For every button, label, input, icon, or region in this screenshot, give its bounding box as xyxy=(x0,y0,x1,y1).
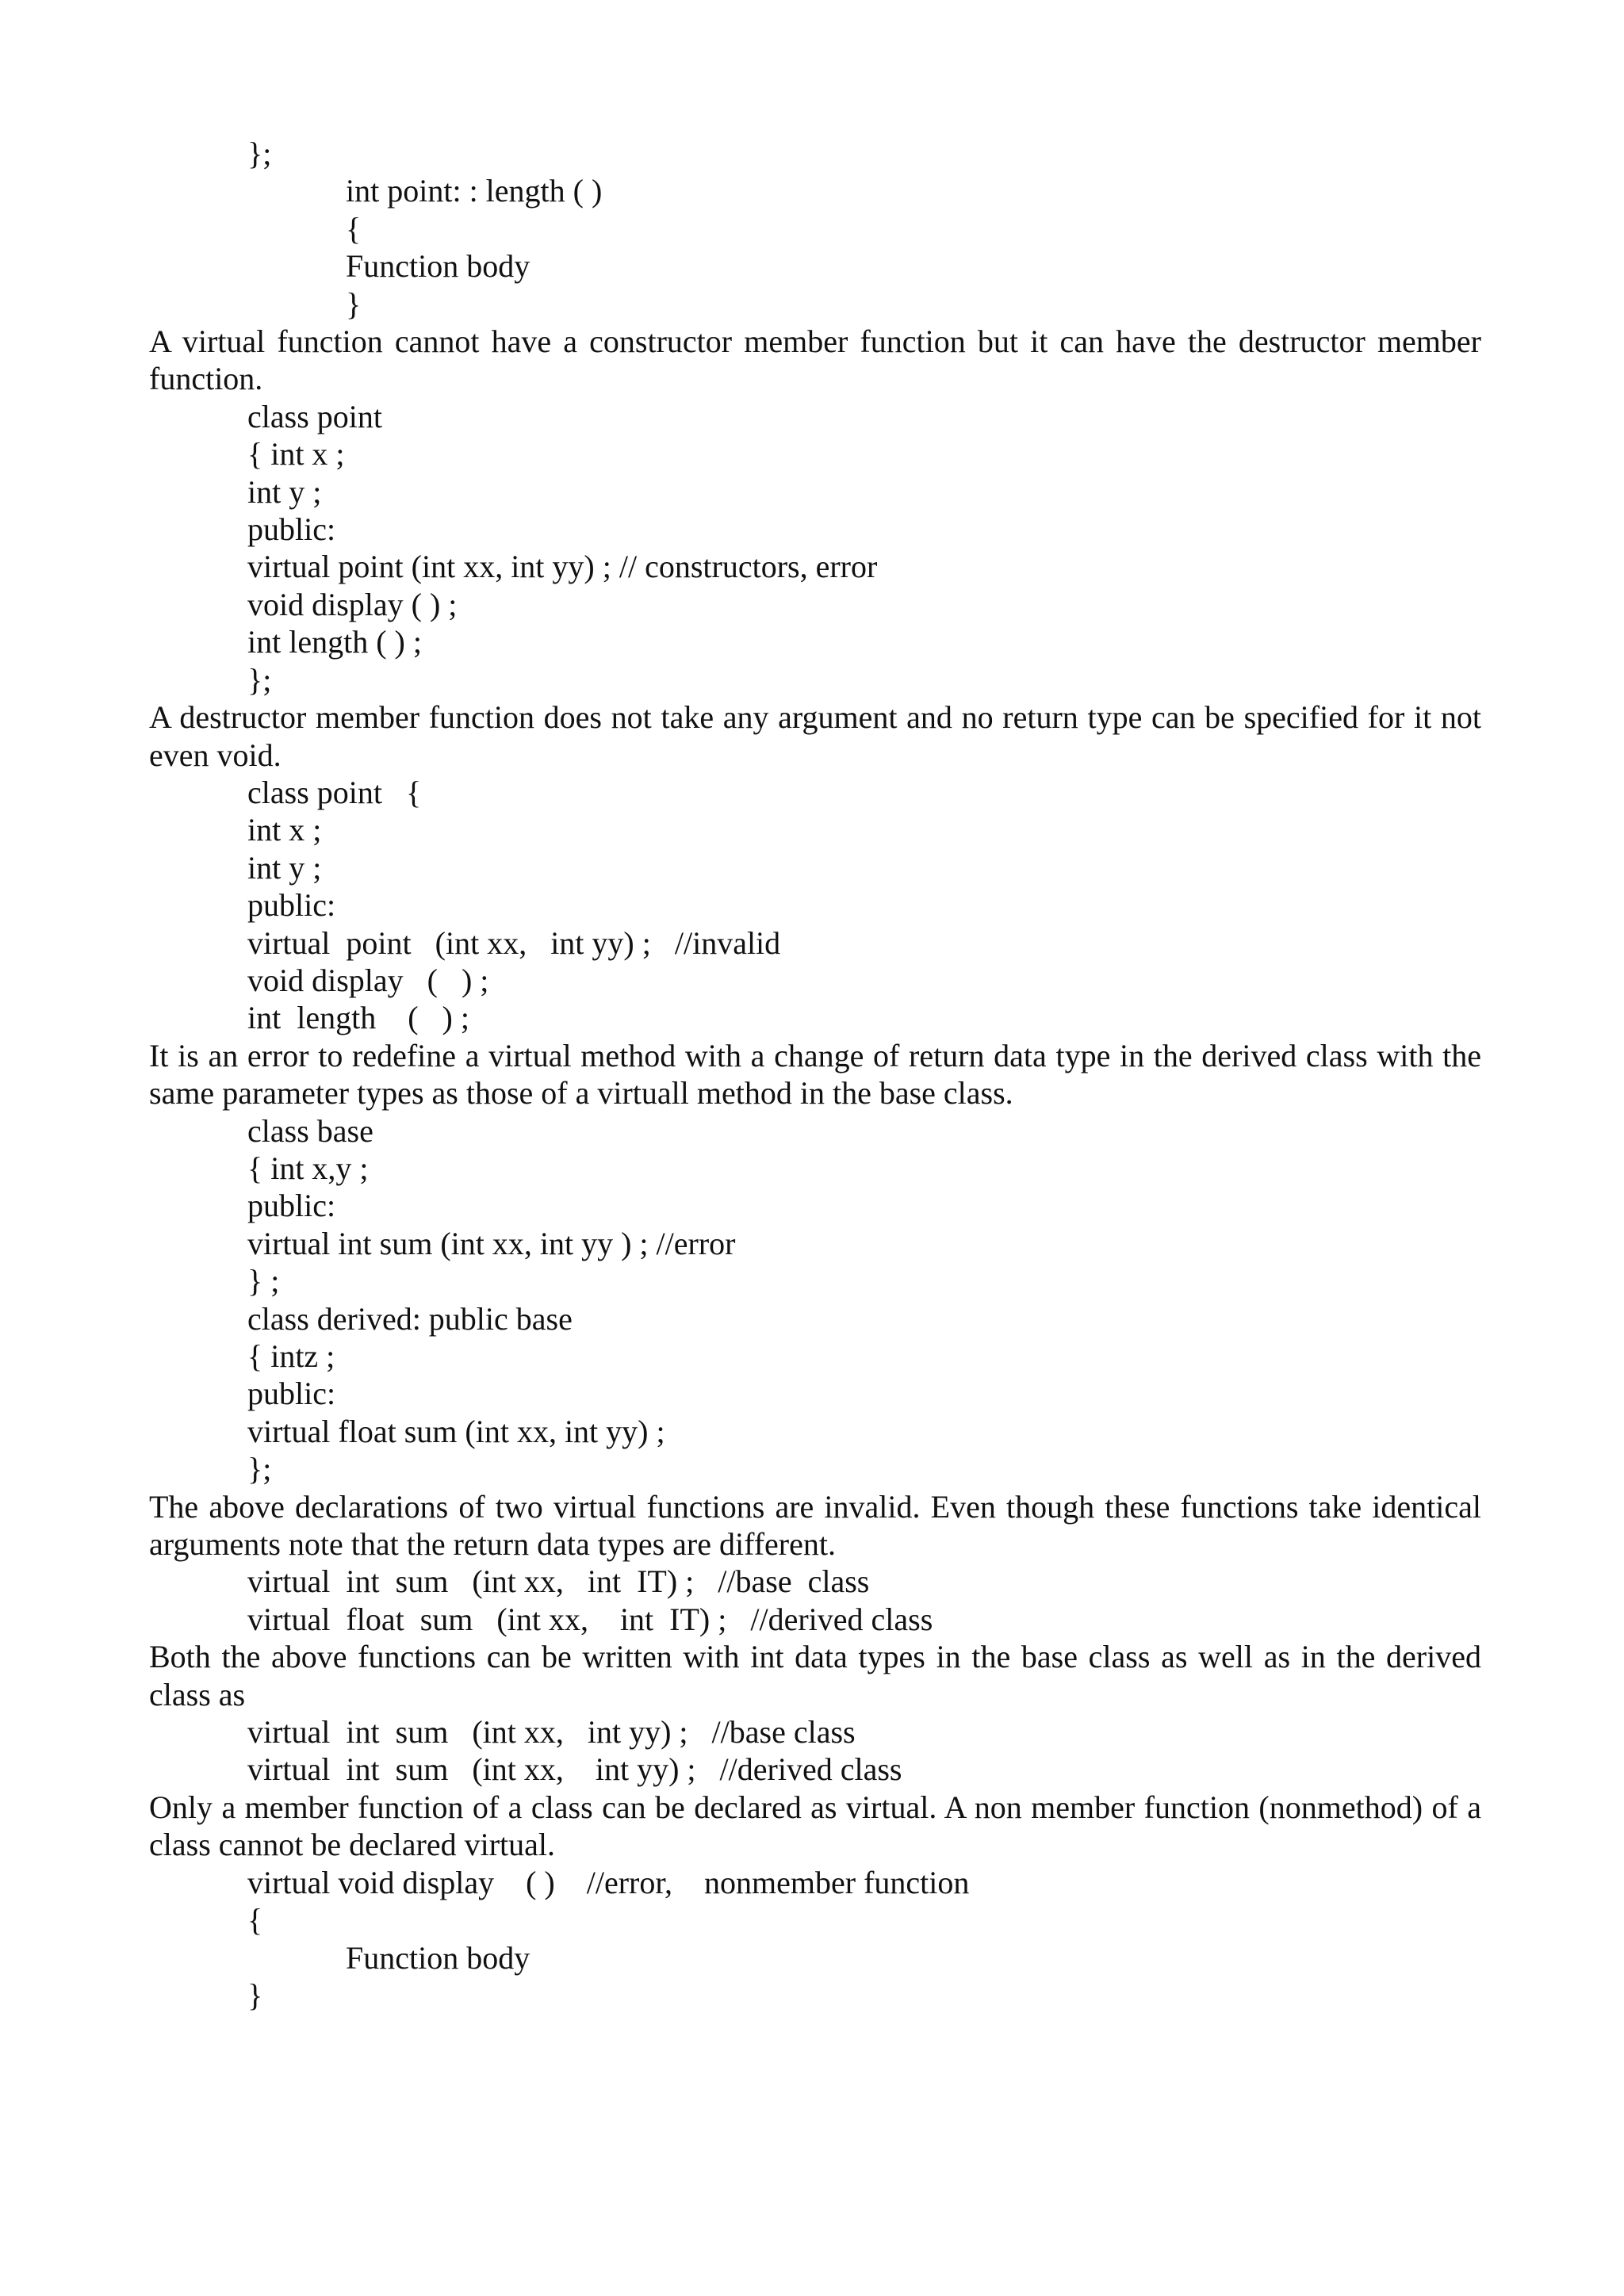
code-line: int x ; xyxy=(247,812,322,848)
code-line: virtual float sum (int xx, int yy) ; xyxy=(247,1413,665,1449)
code-line: virtual point (int xx, int yy) ; //invalid xyxy=(247,924,781,961)
code-line: class base xyxy=(247,1112,373,1149)
code-line: public: xyxy=(247,1376,336,1412)
code-line: class point xyxy=(247,398,382,434)
paragraph-text: A destructor member function does not take any argument and no return type can be specified for it not even void. xyxy=(149,699,1481,773)
code-line: virtual int sum (int xx, int IT) ; //base class xyxy=(247,1563,870,1600)
code-line: int y ; xyxy=(247,473,322,510)
code-line: }; xyxy=(247,1451,272,1487)
code-line: void display ( ) ; xyxy=(247,586,458,622)
document-body xyxy=(149,135,1481,2014)
code-line: } ; xyxy=(247,1263,280,1299)
code-line: int y ; xyxy=(247,849,322,886)
code-line: virtual void display ( ) //error, nonmember function xyxy=(247,1864,970,1900)
code-line: Function body xyxy=(346,248,530,285)
code-line: class derived: public base xyxy=(247,1300,573,1337)
code-line: int length ( ) ; xyxy=(247,624,422,660)
code-line: int point: : length ( ) xyxy=(346,173,603,209)
code-line: { intz ; xyxy=(247,1338,335,1374)
code-line: }; xyxy=(247,136,272,171)
paragraph-text: It is an error to redefine a virtual method with a change of return data type in the derived class with the same parameter types as those of a virtuall method in the base class. xyxy=(149,1037,1481,1112)
code-line: } xyxy=(346,285,362,322)
code-line: }; xyxy=(247,661,272,698)
code-line: public: xyxy=(247,511,336,548)
code-line: Function body xyxy=(346,1939,530,1976)
code-line: virtual int sum (int xx, int yy) ; //derived class xyxy=(247,1751,902,1788)
code-line: public: xyxy=(247,887,336,924)
paragraph-text: The above declarations of two virtual functions are invalid. Even though these functions take identical arguments note that the return data types are different. xyxy=(149,1488,1481,1563)
paragraph-text: A virtual function cannot have a constructor member function but it can have the destructor member function. xyxy=(149,323,1481,397)
code-line: virtual int sum (int xx, int yy ) ; //error xyxy=(247,1225,736,1261)
paragraph-text: Only a member function of a class can be declared as virtual. A non member function (nonmethod) of a class cannot be declared virtual. xyxy=(149,1789,1481,1863)
code-line: int length ( ) ; xyxy=(247,1000,469,1036)
paragraph-text: Both the above functions can be written with int data types in the base class as well as in the derived class as xyxy=(149,1639,1481,1712)
code-line: virtual float sum (int xx, int IT) ; //derived class xyxy=(247,1601,933,1637)
code-line: { int x,y ; xyxy=(247,1150,369,1186)
code-line: virtual int sum (int xx, int yy) ; //base class xyxy=(247,1714,856,1751)
code-line: void display ( ) ; xyxy=(247,962,489,998)
code-line: virtual point (int xx, int yy) ; // constructors, error xyxy=(247,549,878,585)
code-line: class point { xyxy=(247,774,422,810)
code-line: { xyxy=(247,1902,263,1938)
code-line: { int x ; xyxy=(247,436,345,473)
code-line: } xyxy=(247,1976,263,2013)
code-line: public: xyxy=(247,1188,336,1224)
code-line: { xyxy=(346,210,362,247)
